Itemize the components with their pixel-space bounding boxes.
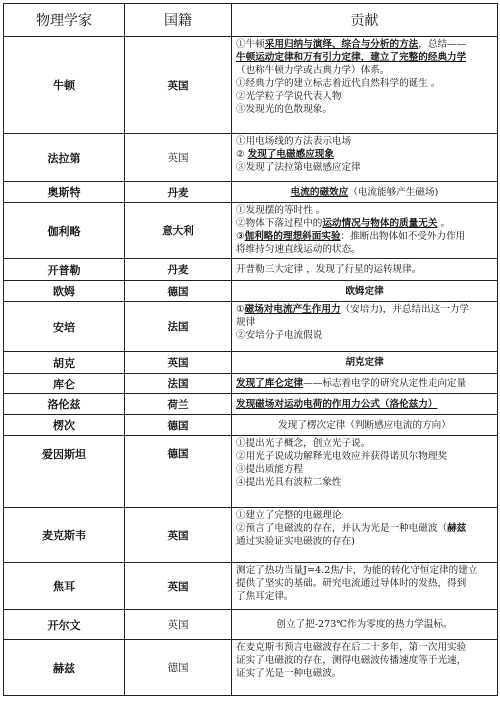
nationality: 丹麦 [125, 182, 232, 203]
contribution-text: 运动情况与物体的质量无关 [322, 218, 438, 229]
contribution-text: 创立了把-273℃作为零度的热力学温标。 [276, 619, 453, 630]
contribution-line [236, 161, 493, 174]
contribution-line [236, 398, 493, 411]
contribution-line [236, 522, 493, 535]
contribution-text: ①牛顿 [236, 39, 265, 50]
table-row [4, 436, 498, 508]
contribution-text: 磁场对电流产生作用力 [244, 304, 341, 315]
table-row [4, 259, 498, 281]
nationality: 英国 [125, 508, 232, 563]
table-row [4, 302, 498, 352]
contribution-text: ③ [236, 231, 245, 242]
header-contribution: 贡献 [232, 4, 498, 37]
contribution-text: （也称牛顿力学或古典力学）体系。 [236, 65, 390, 76]
contribution-text: ①经典力学的建立标志着近代自然科学的诞生 。 [236, 78, 441, 89]
contribution-line [236, 564, 493, 577]
contribution-line [236, 285, 493, 298]
contribution-line [236, 103, 493, 116]
contribution-line [236, 230, 493, 243]
contribution-text: 提供了坚实的基础。研究电流通过导体时的发热，得到 [236, 578, 467, 589]
contribution-line [236, 667, 493, 680]
physicist-name: 安培 [4, 302, 125, 352]
nationality: 德国 [125, 281, 232, 302]
physicist-name: 洛伦兹 [4, 394, 125, 415]
physicist-name: 库仑 [4, 374, 125, 394]
contribution [232, 415, 498, 436]
nationality: 英国 [125, 134, 232, 182]
contribution-text: ① [236, 304, 245, 315]
contribution [232, 203, 498, 259]
nationality: 德国 [125, 415, 232, 436]
nationality: 法国 [125, 374, 232, 394]
contribution-text: 将维持匀速直线运动的状态。 [236, 244, 361, 255]
contribution-text: 规律 [236, 317, 256, 328]
contribution-text: 胡克定律 [345, 357, 384, 368]
contribution-text: ②用光子说成功解释光电效应并获得诺贝尔物理奖 [236, 451, 448, 462]
table-row [4, 182, 498, 203]
table-row [4, 508, 498, 563]
table-row [4, 394, 498, 415]
contribution-text: 伽利略的理想斜面实验 [244, 231, 341, 242]
nationality: 英国 [125, 610, 232, 640]
contribution-text: 赫兹 [447, 523, 467, 534]
physicist-name: 爱因斯坦 [4, 436, 125, 508]
contribution-line [236, 38, 493, 51]
physicist-name: 牛顿 [4, 37, 125, 134]
contribution-text: 证实了光是一种电磁波。 [236, 668, 342, 679]
contribution-text: （电流能够产生磁场) [348, 186, 439, 198]
contribution-line [236, 90, 493, 103]
physicist-name: 开尔文 [4, 610, 125, 640]
contribution-line [236, 437, 493, 450]
table-row [4, 37, 498, 134]
contribution-line [236, 509, 493, 522]
contribution-line [236, 463, 493, 476]
contribution-text: ②物体下落过程中的 [236, 218, 323, 229]
physicist-name: 楞次 [4, 415, 125, 436]
nationality: 意大利 [125, 203, 232, 259]
contribution-line [236, 377, 493, 390]
table-row [4, 134, 498, 182]
contribution-text: ①用电场线的方法表示电场 [236, 136, 352, 147]
contribution [232, 640, 498, 696]
contribution-text: ①提出光子概念，创立光子说。 [236, 438, 371, 449]
contribution-text: ①发现摆的等时性 。 [236, 205, 326, 216]
contribution-text: 通过实验证实电磁波的存在) [236, 536, 355, 547]
contribution-line [236, 186, 493, 199]
contribution [232, 182, 498, 203]
physicist-name: 开普勒 [4, 259, 125, 281]
contribution-text: 。 [437, 218, 451, 229]
contribution-line [236, 590, 493, 603]
contribution [232, 374, 498, 394]
contribution-text: ②安培分子电流假说 [236, 330, 323, 341]
header-row [4, 4, 498, 37]
contribution [232, 302, 498, 352]
contribution-text: 发现了电磁感应现象 [247, 149, 334, 160]
contribution-text: 开普勒三大定律 ，发现了行星的运转规律。 [236, 264, 422, 275]
contribution-line [236, 450, 493, 463]
contribution-text: ③发现光的色散现象。 [236, 104, 332, 115]
contribution-line [236, 356, 493, 369]
contribution [232, 610, 498, 640]
nationality: 英国 [125, 352, 232, 374]
contribution-line [236, 316, 493, 329]
contribution-text: 采用归纳与演绎、综合与分析的方法 [264, 39, 419, 50]
contribution-text: ②预言了电磁波的存在，并认为光是一种电磁波（ [236, 523, 448, 534]
contribution-line [236, 535, 493, 548]
contribution [232, 563, 498, 610]
contribution [232, 134, 498, 182]
contribution-text: ①建立了完整的电磁理论 [236, 510, 342, 521]
table-row [4, 203, 498, 259]
contribution-text: 牛顿运动定律和万有引力定律，建立了完整的经典力学 [236, 52, 467, 63]
table-row [4, 352, 498, 374]
contribution-text: ，总结—— [418, 39, 467, 50]
contribution-text: ② [236, 149, 248, 160]
contribution-line [236, 476, 493, 489]
contribution-text: （安培力)，并总结出这一力学 [340, 304, 470, 315]
contribution-text: ——标志着电学的研究从定性走向定量 [303, 378, 467, 389]
contribution-line [236, 243, 493, 256]
physicists-table [3, 3, 498, 696]
table-row [4, 563, 498, 610]
contribution-text: ：推断出物体如不受外力作用 [340, 231, 466, 242]
contribution [232, 281, 498, 302]
header-nationality: 国籍 [125, 4, 232, 37]
physicist-name: 伽利略 [4, 203, 125, 259]
contribution-line [236, 419, 493, 432]
physicist-name: 奥斯特 [4, 182, 125, 203]
table-row [4, 281, 498, 302]
physicist-name: 焦耳 [4, 563, 125, 610]
contribution-line [236, 64, 493, 77]
contribution-line [236, 217, 493, 230]
contribution-line [236, 77, 493, 90]
table-row [4, 640, 498, 696]
contribution-line [236, 303, 493, 316]
contribution-line [236, 263, 493, 276]
contribution [232, 259, 498, 281]
contribution [232, 394, 498, 415]
contribution [232, 436, 498, 508]
nationality: 德国 [125, 640, 232, 696]
header-physicist: 物理学家 [4, 4, 125, 37]
contribution-line [236, 329, 493, 342]
table-row [4, 374, 498, 394]
contribution-text: 在麦克斯韦预言电磁波存在后二十多年，第一次用实验 [236, 642, 467, 653]
nationality: 荷兰 [125, 394, 232, 415]
physicist-name: 赫兹 [4, 640, 125, 696]
contribution-text: ②光学粒子学说代表人物 [236, 91, 342, 102]
contribution-text: 欧姆定律 [345, 285, 384, 297]
nationality: 英国 [125, 37, 232, 134]
contribution-text: 了焦耳定律。 [236, 591, 294, 602]
nationality: 英国 [125, 563, 232, 610]
contribution-text: 电流的磁效应 [290, 186, 349, 198]
contribution-text: 发现了楞次定律（判断感应电流的方向） [278, 419, 451, 431]
contribution [232, 37, 498, 134]
contribution-text: 发现了库仑定律 [236, 378, 304, 389]
contribution [232, 508, 498, 563]
contribution-line [236, 51, 493, 64]
contribution [232, 352, 498, 374]
contribution-line [236, 135, 493, 148]
table-row [4, 610, 498, 640]
table-row [4, 415, 498, 436]
nationality: 法国 [125, 302, 232, 352]
physicist-name: 欧姆 [4, 281, 125, 302]
contribution-line [236, 654, 493, 667]
contribution-text: 证实了电磁波的存在，测得电磁波传播速度等于光速， [236, 655, 467, 666]
physicist-name: 胡克 [4, 352, 125, 374]
contribution-text: ④提出光具有波粒二象性 [236, 477, 342, 488]
contribution-line [236, 641, 493, 654]
contribution-line [236, 577, 493, 590]
contribution-line [236, 204, 493, 217]
contribution-text: ③提出质能方程 [236, 464, 304, 475]
nationality: 丹麦 [125, 259, 232, 281]
contribution-text: 发现磁场对运动电荷的作用力公式（洛伦兹力） [236, 398, 438, 410]
physicist-name: 法拉第 [4, 134, 125, 182]
physicist-name: 麦克斯韦 [4, 508, 125, 563]
contribution-text: ③发现了法拉第电磁感应定律 [236, 162, 361, 173]
contribution-line [236, 148, 493, 161]
nationality: 德国 [125, 436, 232, 508]
contribution-line [236, 618, 493, 631]
contribution-text: 测定了热功当量J=4.2焦/卡，为能的转化守恒定律的建立 [236, 565, 478, 576]
